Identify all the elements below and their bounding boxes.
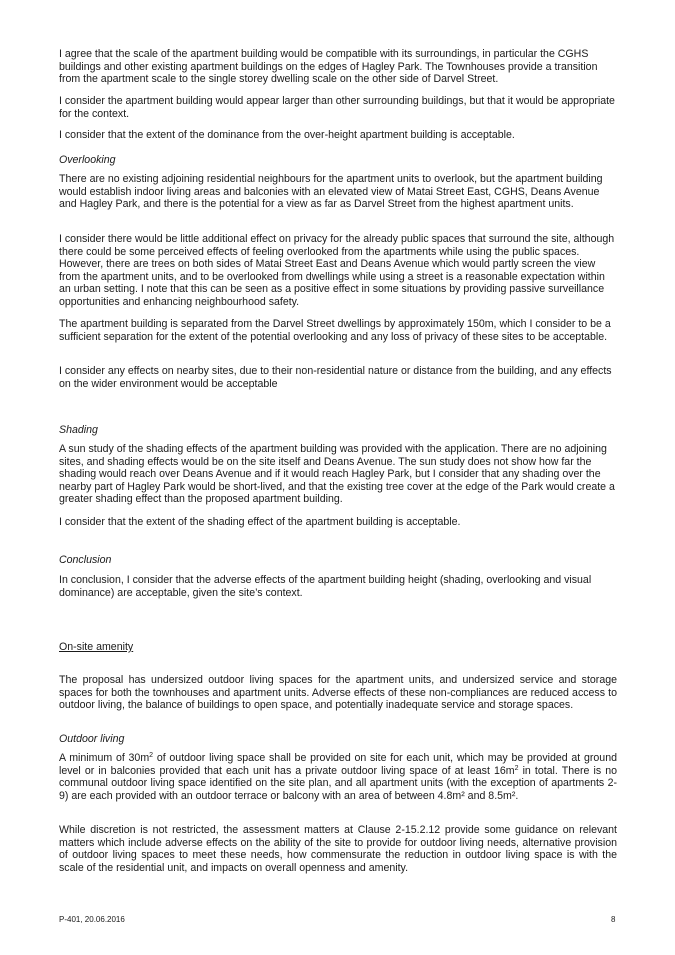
outdoor-living-paragraph-2: While discretion is not restricted, the assessment matters at Clause 2-15.2.12 provide some guidance on relevant matters which include adverse effects on the ability of the site to provide for outdoor living needs, alternative provision of outdoor living spaces to meet these needs, how commensurate the reduction in outdoor living space is with the scale of the residential unit, and impacts on overall openness and amenity. xyxy=(59,824,617,874)
shading-heading: Shading xyxy=(59,424,98,436)
amenity-heading: On-site amenity xyxy=(59,641,134,653)
overlooking-paragraph-4: I consider any effects on nearby sites, due to their non-residential nature or distance from the building, and any effects on the wider environment would be acceptable xyxy=(59,365,612,390)
overlooking-heading: Overlooking xyxy=(59,154,116,166)
shading-paragraph-2: I consider that the extent of the shading effect of the apartment building is acceptable. xyxy=(59,516,461,528)
dominance-paragraph-3: I consider that the extent of the dominance from the over-height apartment building is acceptable. xyxy=(59,129,515,141)
outdoor-living-heading: Outdoor living xyxy=(59,733,125,745)
outdoor-living-paragraph-1: A minimum of $30m^2$ of outdoor living space shall be provided on site for each unit, which may be provided at ground level or in balconies provided that each unit has a private outdoor living space of at least $16m^2$ in total. There is no communal outdoor living space identified on the site plan, and all apartment units (with the exception of apartments 2-9) are each provided with an outdoor terrace or balcony with an area of between 4.8m² and 8.5m². xyxy=(59,752,617,802)
document-reference: P-401, 20.06.2016 xyxy=(59,915,125,924)
amenity-paragraph: The proposal has undersized outdoor living spaces for the apartment units, and undersized service and storage spaces for both the townhouses and apartment units. Adverse effects of these non-compliances are reduced access to outdoor living, the balance of buildings to open space, and potentially inadequate service and storage spaces. xyxy=(59,674,617,712)
dominance-paragraph-2: I consider the apartment building would appear larger than other surrounding buildings, but that it would be appropriate for the context. xyxy=(59,95,615,120)
overlooking-paragraph-3: The apartment building is separated from the Darvel Street dwellings by approximately 150m, which I consider to be a sufficient separation for the extent of the potential overlooking and any loss of privacy of these sites to be acceptable. xyxy=(59,318,611,343)
overlooking-paragraph-1: There are no existing adjoining residential neighbours for the apartment units to overlook, but the apartment building would establish indoor living areas and balconies with an elevated view of Matai Street East, CGHS, Deans Avenue and Hagley Park, and there is the potential for a view as far as Darvel Street from the highest apartment units. xyxy=(59,173,603,211)
overlooking-paragraph-2: I consider there would be little additional effect on privacy for the already public spaces that surround the site, although there could be some perceived effects of feeling overlooked from the apartments while using the public spaces. However, there are trees on both sides of Matai Street East and Deans Avenue which would partly screen the view from the apartment units, and to be overlooked from dwellings while using a street is a reasonable expectation within an urban setting. I note that this can be seen as a positive effect in some situations by providing passive surveillance opportunities and enhancing neighbourhood safety. xyxy=(59,233,615,308)
conclusion-paragraph: In conclusion, I consider that the adverse effects of the apartment building height (shading, overlooking and visual dominance) are acceptable, given the site’s context. xyxy=(59,574,592,599)
shading-paragraph-1: A sun study of the shading effects of the apartment building was provided with the application. There are no adjoining sites, and shading effects would be on the site itself and Deans Avenue. The sun study does not show how far the shading would reach over Deans Avenue and if it would reach Hagley Park, but I consider that any shading over the nearby part of Hagley Park would be short-lived, and that the existing tree cover at the edge of the Park would create a greater shading effect than the proposed apartment building. xyxy=(59,443,615,506)
dominance-paragraph-1: I agree that the scale of the apartment building would be compatible with its surroundings, in particular the CGHS buildings and other existing apartment buildings on the edges of Hagley Park. The Townhouses provide a transition from the apartment scale to the single storey dwelling scale on the other side of Darvel Street. xyxy=(59,48,598,86)
conclusion-heading: Conclusion xyxy=(59,554,112,566)
page-number: 8 xyxy=(611,915,616,924)
